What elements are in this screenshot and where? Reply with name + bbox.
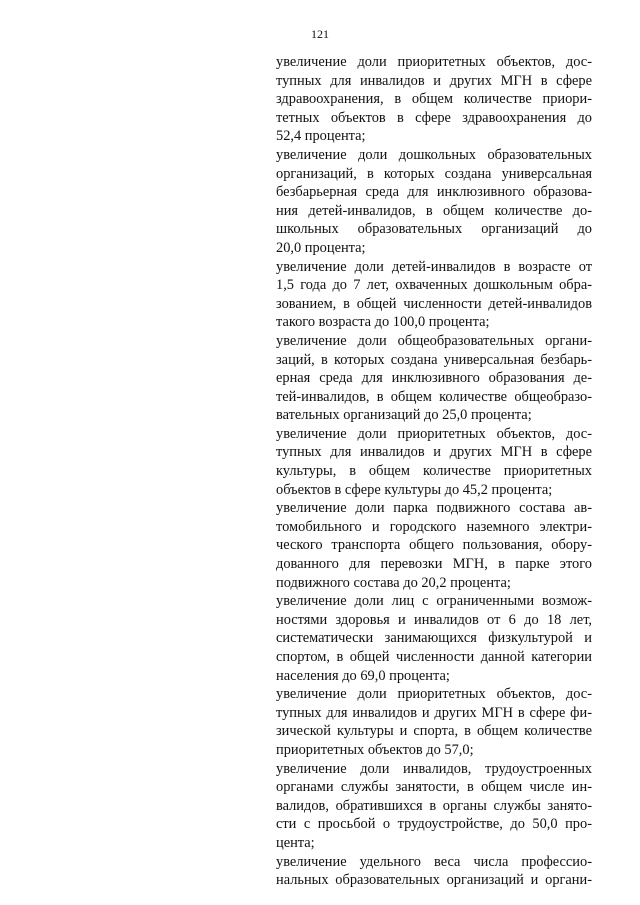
text-line: школьных образовательных организаций до <box>276 221 592 238</box>
text-line: тей-инвалидов, в общем количестве общеобразо- <box>276 388 592 405</box>
text-line: культуры, в общем количестве приоритетных <box>276 463 592 480</box>
text-line: вательных организаций до 25,0 процента; <box>276 407 532 424</box>
text-line: безбарьерная среда для инклюзивного образова- <box>276 184 592 201</box>
text-line: увеличение доли детей-инвалидов в возрасте от <box>276 258 592 275</box>
text-line: спортом, в общей численности данной категории <box>276 649 592 665</box>
paragraph <box>276 425 592 499</box>
text-line: 1,5 года до 7 лет, охваченных дошкольным обра- <box>276 277 592 294</box>
text-line: увеличение доли приоритетных объектов, дос- <box>276 686 592 703</box>
text-line: подвижного состава до 20,2 процента; <box>276 574 511 591</box>
text-line: увеличение доли парка подвижного состава ав- <box>276 500 592 517</box>
paragraph <box>276 685 592 759</box>
paragraph <box>276 332 592 425</box>
paragraph <box>276 53 592 146</box>
text-line: увеличение удельного веса числа профессио- <box>276 853 592 870</box>
text-line: тупных для инвалидов и других МГН в сфере фи- <box>276 704 592 721</box>
text-line: тетных объектов в сфере здравоохранения до <box>276 109 592 126</box>
text-line: валидов, обратившихся в органы службы занято- <box>276 797 592 814</box>
text-line: увеличение доли лиц с ограниченными возмож- <box>276 593 592 610</box>
text-line: органами службы занятости, в общем числе ин- <box>276 779 592 796</box>
paragraph <box>276 760 592 853</box>
text-line: зованием, в общей численности детей-инвалидов <box>276 295 592 312</box>
page-number: 121 <box>311 27 329 41</box>
paragraph <box>276 853 592 890</box>
document-text <box>276 53 592 890</box>
paragraph <box>276 258 592 332</box>
text-line: увеличение доли общеобразовательных органи- <box>276 332 592 349</box>
text-line: ния детей-инвалидов, в общем количестве до- <box>276 202 592 219</box>
text-line: цента; <box>276 834 315 851</box>
text-line: 20,0 процента; <box>276 239 366 256</box>
paragraph <box>276 499 592 592</box>
text-line: населения до 69,0 процента; <box>276 667 450 684</box>
text-line: тупных для инвалидов и других МГН в сфере <box>276 444 592 461</box>
text-line: сти с просьбой о трудоустройстве, до 50,0 про- <box>276 816 592 833</box>
text-line: ческого транспорта общего пользования, обору- <box>276 537 592 554</box>
paragraph <box>276 146 592 258</box>
text-line: систематически занимающихся физкультурой и <box>276 630 592 647</box>
text-line: увеличение доли дошкольных образовательных <box>276 146 592 163</box>
text-line: ностями здоровья и инвалидов от 6 до 18 лет, <box>276 611 592 628</box>
text-line: увеличение доли приоритетных объектов, дос- <box>276 54 592 70</box>
text-line: заций, в которых создана универсальная безбарь- <box>276 351 592 368</box>
text-line: дованного для перевозки МГН, в парке этого <box>276 556 592 573</box>
text-line: объектов в сфере культуры до 45,2 процента; <box>276 481 553 498</box>
paragraph <box>276 592 592 685</box>
text-line: здравоохранения, в общем количестве приори- <box>276 91 592 108</box>
text-line: приоритетных объектов до 57,0; <box>276 741 474 758</box>
text-line: зической культуры и спорта, в общем количестве <box>276 723 592 740</box>
text-line: увеличение доли приоритетных объектов, дос- <box>276 425 592 442</box>
text-line: томобильного и городского наземного электри- <box>276 518 592 535</box>
text-line: 52,4 процента; <box>276 128 366 145</box>
text-line: тупных для инвалидов и других МГН в сфере <box>276 72 592 89</box>
text-line: увеличение доли инвалидов, трудоустроенных <box>276 760 592 777</box>
text-line: организаций, в которых создана универсальная <box>276 165 592 182</box>
text-line: такого возраста до 100,0 процента; <box>276 314 490 331</box>
text-line: нальных образовательных организаций и органи- <box>276 872 592 889</box>
text-line: ерная среда для инклюзивного образования де- <box>276 370 592 387</box>
